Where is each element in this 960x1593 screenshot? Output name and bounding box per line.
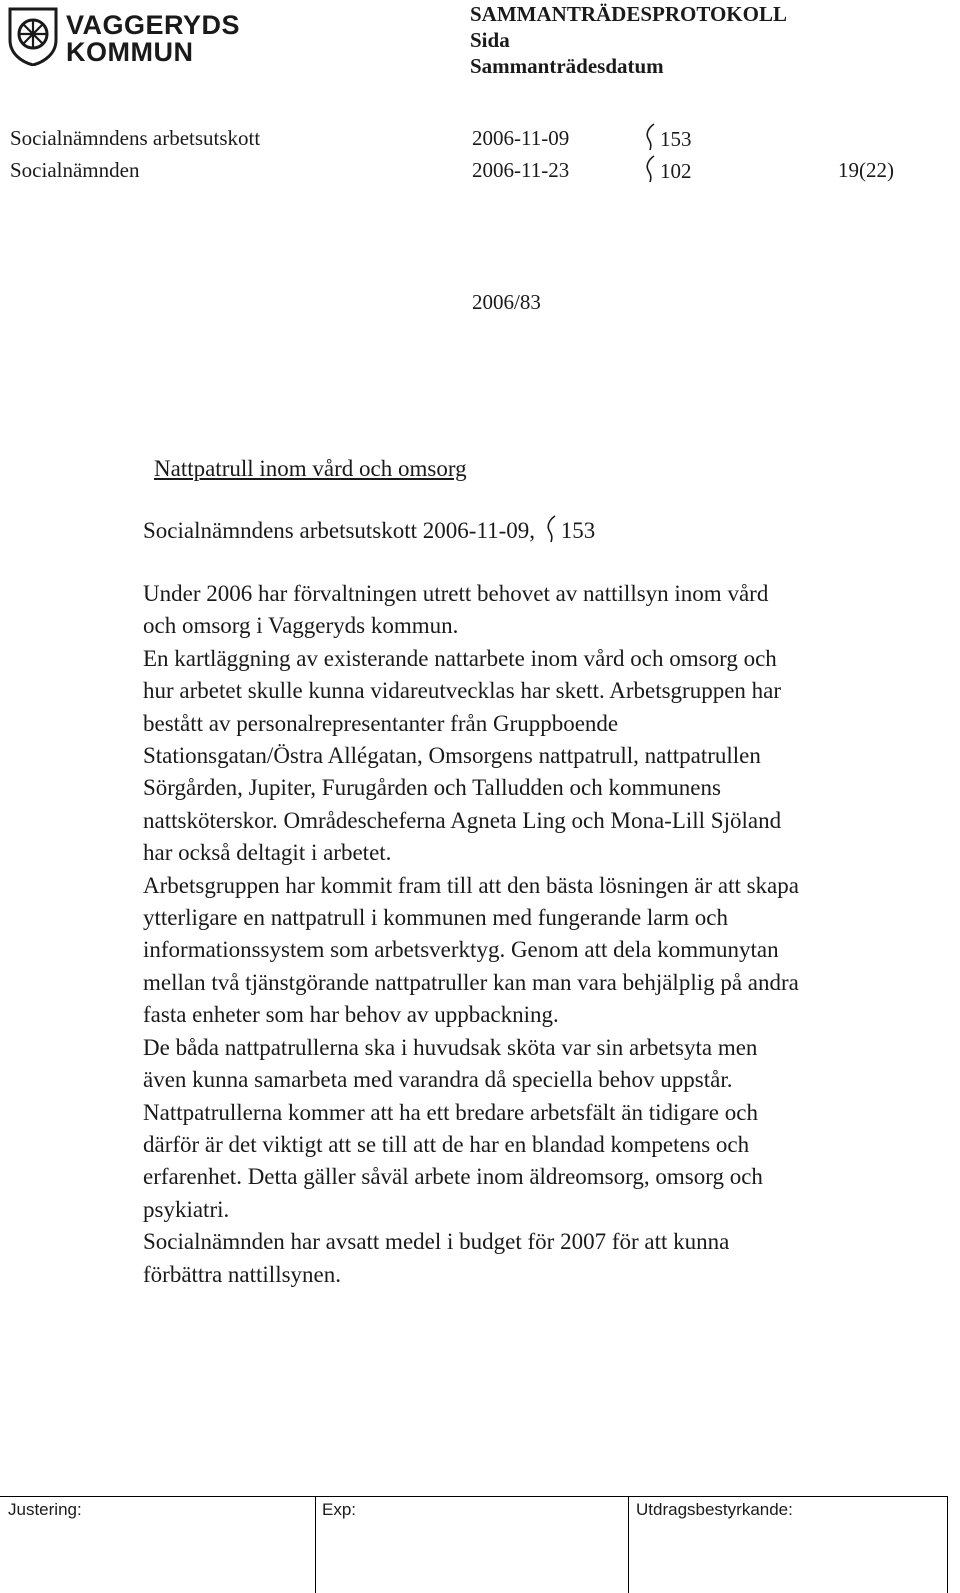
body-line: informationssystem som arbetsverktyg. Genom att dela kommunytan — [143, 937, 779, 963]
paragraph-sign-icon — [644, 154, 656, 184]
date-label: Sammanträdesdatum — [470, 54, 664, 78]
meeting-paragraph-2 — [644, 154, 692, 184]
body-line: Socialnämnden har avsatt medel i budget för 2007 för att kunna — [143, 1229, 730, 1255]
logo-line-2: KOMMUN — [66, 37, 194, 67]
body-line: Sörgården, Jupiter, Furugården och Talludden och kommunens — [143, 775, 721, 801]
body-line: Under 2006 har förvaltningen utrett behovet av nattillsyn inom vård — [143, 581, 769, 606]
body-line: Nattpatrullerna kommer att ha ett bredare arbetsfält än tidigare och — [143, 1099, 758, 1125]
footer-column-divider — [628, 1496, 629, 1593]
logo-line-1: VAGGERYDS — [66, 10, 241, 40]
footer-exp: Exp: — [322, 1500, 357, 1519]
meeting-paragraph-1 — [644, 122, 692, 152]
paragraph-sign-icon — [644, 122, 656, 152]
footer-divider — [0, 1496, 948, 1497]
body-line: bestått av personalrepresentanter från Gruppboende — [143, 710, 619, 736]
body-line: En kartläggning av existerande nattarbete inom vård och omsorg och — [143, 645, 777, 671]
body-line: även kunna samarbeta med varandra då speciella behov uppstår. — [143, 1067, 733, 1093]
meeting-body-2: Socialnämnden — [10, 158, 140, 182]
section-body — [143, 578, 943, 1291]
reference-paragraph: 153 — [560, 518, 596, 543]
section-title: Nattpatrull inom vård och omsorg — [154, 456, 467, 481]
meeting-date-2: 2006-11-23 — [472, 158, 570, 182]
body-line: mellan två tjänstgörande nattpatruller kan man vara behjälplig på andra — [143, 969, 799, 995]
body-line: Arbetsgruppen har kommit fram till att den bästa lösningen är att skapa — [143, 872, 799, 898]
reference-text: Socialnämndens arbetsutskott 2006-11-09, — [143, 518, 535, 543]
case-number: 2006/83 — [472, 290, 541, 314]
body-line: fasta enheter som har behov av uppbackning. — [143, 1002, 559, 1028]
paragraph-sign-icon — [545, 514, 557, 544]
meeting-date-1: 2006-11-09 — [472, 126, 570, 150]
body-line: förbättra nattillsynen. — [143, 1261, 341, 1287]
footer-column-divider — [315, 1496, 316, 1593]
footer-utdrag: Utdragsbestyrkande: — [636, 1500, 793, 1519]
body-line: De båda nattpatrullerna ska i huvudsak sköta var sin arbetsyta men — [143, 1034, 758, 1060]
body-line: hur arbetet skulle kunna vidareutvecklas har skett. Arbetsgruppen har — [143, 678, 782, 704]
body-line: därför är det viktigt att se till att de har en blandad kompetens och — [143, 1131, 750, 1157]
body-line: psykiatri. — [143, 1196, 230, 1222]
coat-of-arms-icon — [6, 6, 60, 66]
logo-wordmark — [66, 12, 240, 66]
body-line: och omsorg i Vaggeryds kommun. — [143, 613, 459, 639]
municipality-logo — [6, 6, 246, 68]
page-label: Sida — [470, 28, 510, 52]
body-line: erfarenhet. Detta gäller såväl arbete inom äldreomsorg, omsorg och — [143, 1164, 763, 1190]
section-reference — [143, 514, 595, 544]
footer-column-divider — [947, 1496, 948, 1593]
document-type: SAMMANTRÄDESPROTOKOLL — [470, 2, 787, 26]
paragraph-number-1: 153 — [660, 127, 692, 151]
paragraph-number-2: 102 — [660, 159, 692, 183]
body-line: nattsköterskor. Områdescheferna Agneta Ling och Mona-Lill Sjöland — [143, 807, 782, 833]
body-line: ytterligare en nattpatrull i kommunen med fungerande larm och — [143, 905, 729, 931]
footer-justering: Justering: — [8, 1500, 82, 1519]
page-number: 19(22) — [838, 158, 894, 182]
meeting-body-1: Socialnämndens arbetsutskott — [10, 126, 261, 150]
body-line: Stationsgatan/Östra Allégatan, Omsorgens nattpatrull, nattpatrullen — [143, 743, 761, 769]
body-line: har också deltagit i arbetet. — [143, 840, 392, 866]
